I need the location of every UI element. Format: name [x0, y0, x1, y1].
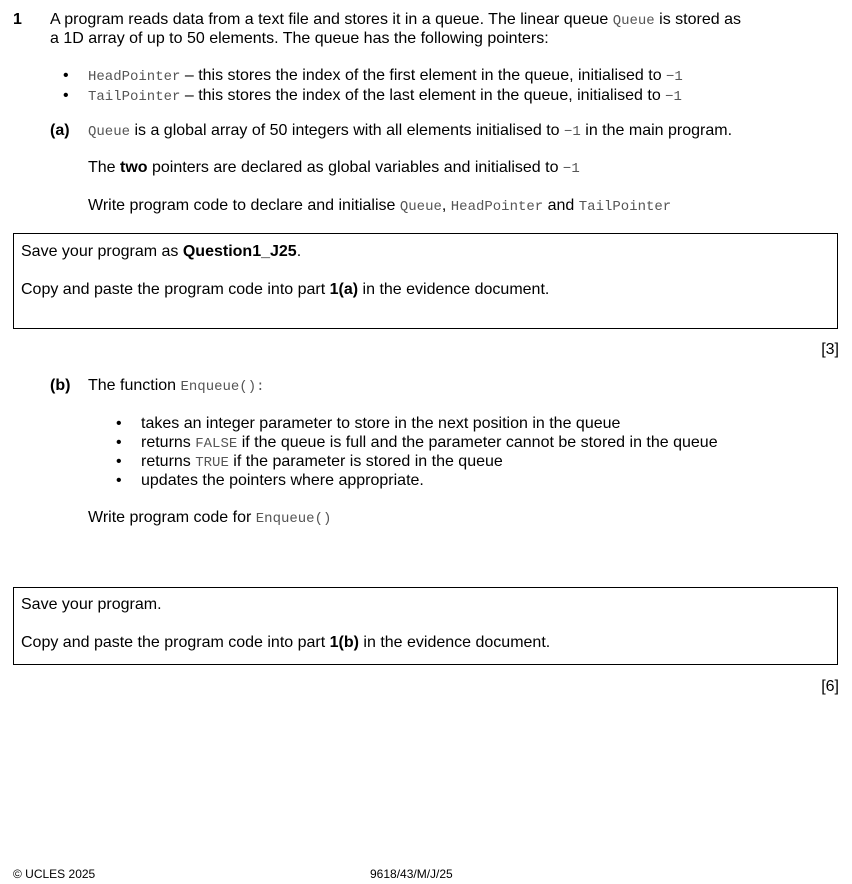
part-b-write: Write program code for Enqueue() [88, 509, 332, 527]
part-b-bullet-4: updates the pointers where appropriate. [141, 472, 424, 489]
bullet-icon: • [116, 434, 122, 451]
instruction-box-a [13, 233, 838, 329]
pointer-head: HeadPointer – this stores the index of the first element in the queue, initialised to −1 [88, 67, 683, 85]
part-b-bullet-2: returns FALSE if the queue is full and the parameter cannot be stored in the queue [141, 434, 718, 452]
footer-paper-code: 9618/43/M/J/25 [370, 867, 453, 881]
question-intro-line2: a 1D array of up to 50 elements. The queue has the following pointers: [50, 30, 549, 47]
box-b-line2: Copy and paste the program code into part 1(b) in the evidence document. [21, 634, 551, 651]
bullet-icon: • [116, 472, 122, 489]
bullet-icon: • [116, 453, 122, 470]
question-number: 1 [13, 11, 22, 28]
marks-b: [6] [821, 678, 839, 695]
part-a-line3: Write program code to declare and initialise Queue, HeadPointer and TailPointer [88, 197, 672, 215]
footer-copyright: © UCLES 2025 [13, 867, 96, 881]
box-a-line2: Copy and paste the program code into part 1(a) in the evidence document. [21, 281, 550, 298]
instruction-box-b [13, 587, 838, 665]
part-b-bullet-1: takes an integer parameter to store in the next position in the queue [141, 415, 621, 432]
question-intro: A program reads data from a text file and stores it in a queue. The linear queue Queue is stored as [50, 11, 741, 29]
box-a-line1: Save your program as Question1_J25. [21, 243, 302, 260]
box-b-line1: Save your program. [21, 596, 162, 613]
part-b-label: (b) [50, 377, 71, 394]
bullet-icon: • [116, 415, 122, 432]
bullet-icon: • [63, 67, 69, 84]
part-a-line2: The two pointers are declared as global variables and initialised to −1 [88, 159, 580, 177]
part-b-bullet-3: returns TRUE if the parameter is stored in the queue [141, 453, 503, 471]
marks-a: [3] [821, 341, 839, 358]
part-a-label: (a) [50, 122, 70, 139]
part-b-line1: The function Enqueue(): [88, 377, 265, 395]
pointer-tail: TailPointer – this stores the index of the last element in the queue, initialised to −1 [88, 87, 682, 105]
bullet-icon: • [63, 87, 69, 104]
part-a-line1: Queue is a global array of 50 integers with all elements initialised to −1 in the main program. [88, 122, 733, 140]
